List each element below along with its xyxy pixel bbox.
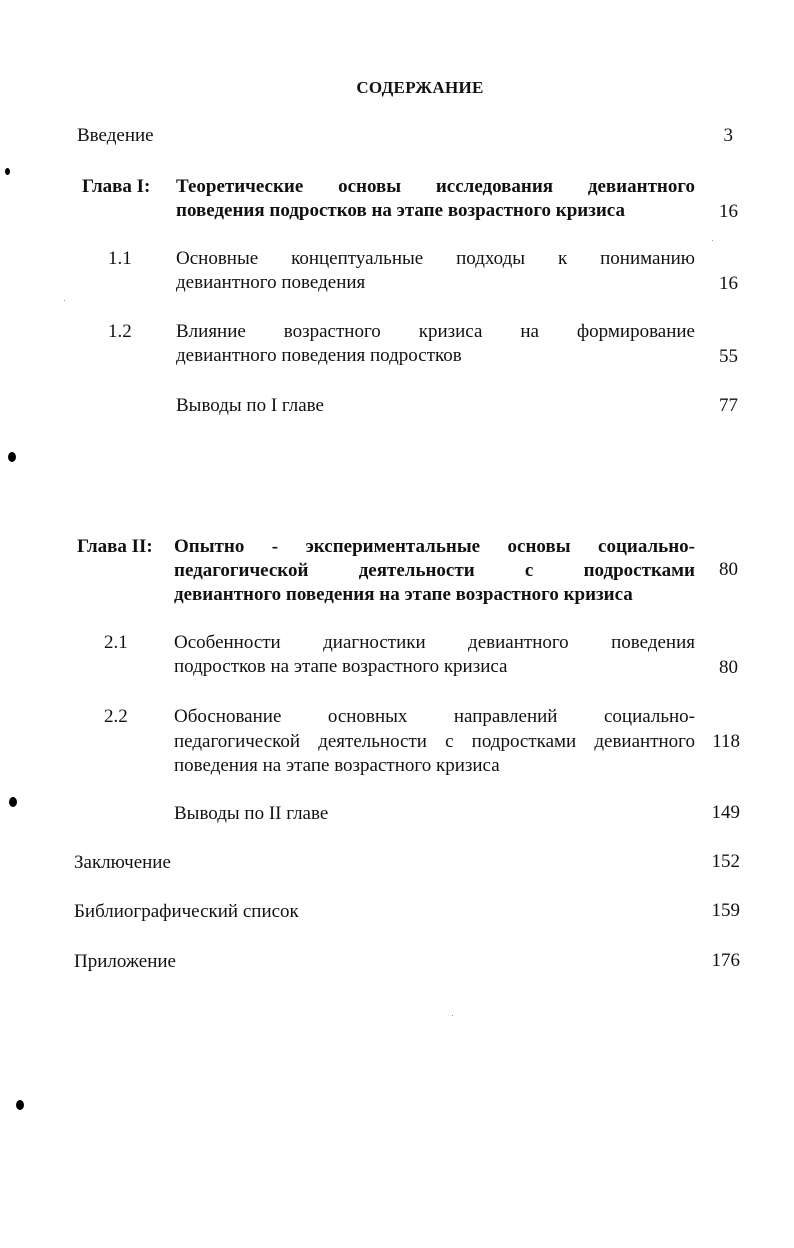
section-2-2-line3: поведения на этапе возрастного кризиса <box>174 755 500 776</box>
section-1-1-number: 1.1 <box>108 248 132 269</box>
scan-speck <box>452 1015 453 1016</box>
page-title: СОДЕРЖАНИЕ <box>356 78 484 97</box>
section-2-1-line1: Особенности диагностики девиантного поведения <box>174 632 695 653</box>
chapter2-title-line1: Опытно - экспериментальные основы социально- <box>174 536 695 557</box>
section-2-2-page: 118 <box>712 731 740 752</box>
chapter2-conclusion-page: 149 <box>711 802 740 823</box>
section-2-1-page: 80 <box>719 657 738 678</box>
section-1-1-line1: Основные концептуальные подходы к пониманию <box>176 248 695 269</box>
section-1-2-line2: девиантного поведения подростков <box>176 345 462 366</box>
toc-intro-label: Введение <box>77 125 154 146</box>
chapter1-page: 16 <box>719 201 738 222</box>
chapter2-title-line2: педагогической деятельности с подростками <box>174 560 695 581</box>
chapter2-heading: Глава II: <box>77 536 153 557</box>
scan-mark <box>9 797 17 807</box>
chapter2-title-line3: девиантного поведения на этапе возрастного кризиса <box>174 584 633 605</box>
chapter1-heading: Глава I: <box>82 176 151 197</box>
chapter2-conclusion-label: Выводы по II главе <box>174 803 329 824</box>
scan-speck <box>712 240 713 241</box>
chapter1-conclusion-page: 77 <box>719 395 738 416</box>
toc-intro-page: 3 <box>723 125 733 146</box>
section-2-1-line2: подростков на этапе возрастного кризиса <box>174 656 508 677</box>
chapter1-conclusion-label: Выводы по I главе <box>176 395 324 416</box>
section-2-2-line1: Обоснование основных направлений социально- <box>174 706 695 727</box>
section-1-2-line1: Влияние возрастного кризиса на формирование <box>176 321 695 342</box>
chapter1-title-line1: Теоретические основы исследования девиантного <box>176 176 695 197</box>
toc-appendix-label: Приложение <box>74 951 176 972</box>
toc-bibliography-label: Библиографический список <box>74 901 299 922</box>
toc-conclusion-label: Заключение <box>74 852 171 873</box>
scan-speck <box>64 300 65 301</box>
section-1-2-number: 1.2 <box>108 321 132 342</box>
chapter1-title-line2: поведения подростков на этапе возрастного кризиса <box>176 200 625 221</box>
scan-mark <box>16 1100 24 1110</box>
chapter2-page: 80 <box>719 559 738 580</box>
section-2-2-number: 2.2 <box>104 706 128 727</box>
section-2-2-line2: педагогической деятельности с подростками девиантного <box>174 731 695 752</box>
section-1-1-line2: девиантного поведения <box>176 272 366 293</box>
toc-appendix-page: 176 <box>711 950 740 971</box>
section-1-2-page: 55 <box>719 346 738 367</box>
section-1-1-page: 16 <box>719 273 738 294</box>
scan-mark <box>8 452 16 462</box>
toc-conclusion-page: 152 <box>711 851 740 872</box>
scan-mark <box>5 168 10 175</box>
section-2-1-number: 2.1 <box>104 632 128 653</box>
toc-bibliography-page: 159 <box>711 900 740 921</box>
